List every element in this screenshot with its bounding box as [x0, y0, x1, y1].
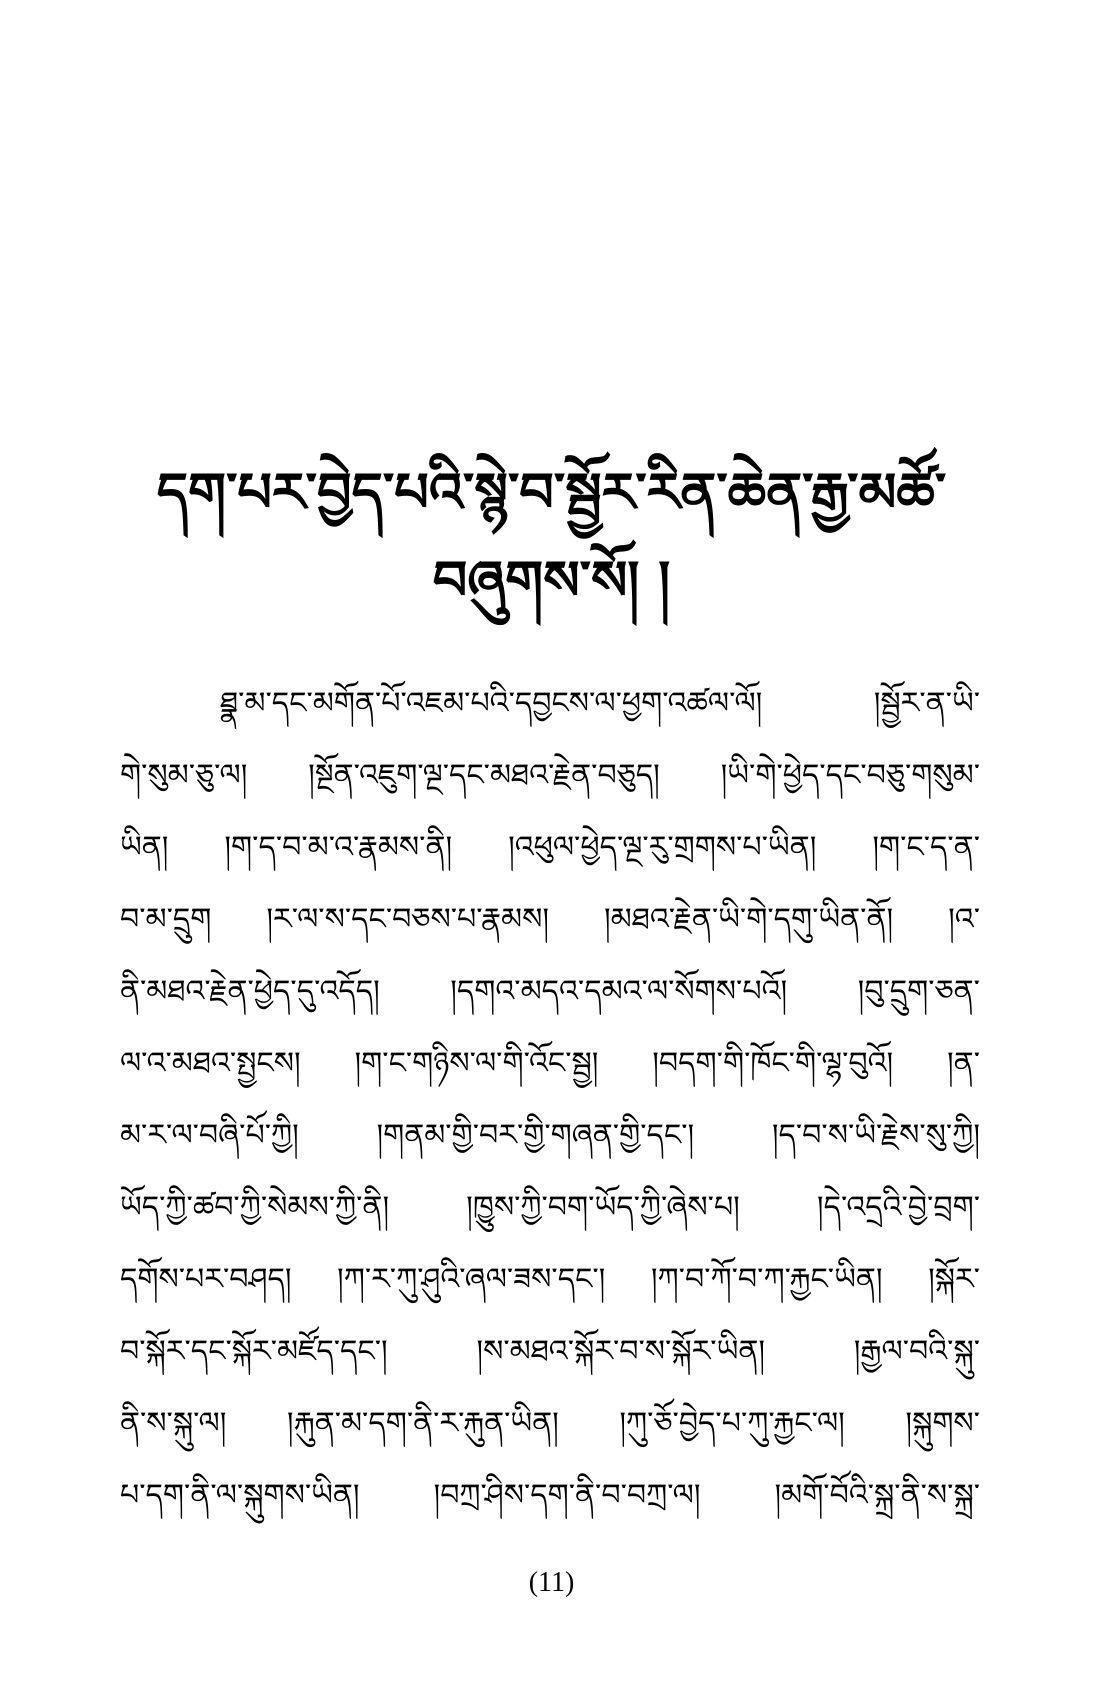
body-line: ལ་འ་མཐའ་སྤྱངས། །ག་ང་གཉིས་ལ་གི་འོང་སྦྱ། །བདག་གི་ཁོང་གི་ལྷ་བུའོ། །ན་: [120, 1046, 980, 1081]
page-number: (11): [528, 1567, 575, 1598]
page-title-line-2: བཞུགས་སོ། །: [432, 548, 671, 612]
body-line: གེ་སུམ་ཅུ་ལ། །སྔོན་འཇུག་ལྔ་དང་མཐའ་རྗེན་བཅུད། །ཡི་གེ་ཕྱེད་དང་བཅུ་གསུམ་: [120, 758, 980, 793]
body-line: ཐྣ་མ་དང་མགོན་པོ་འཇམ་པའི་དབྱངས་ལ་ཕྱག་འཚལ་ལོ། །སྦྱོར་ན་ཡི་: [220, 686, 980, 721]
body-line: ནི་མཐའ་རྗེན་ཕྱེད་དུ་འདོད། །དགའ་མདའ་དམའ་ལ་སོགས་པའོ། །བུ་དྲུག་ཅན་: [120, 974, 980, 1009]
body-line: ཡིན། །ག་ད་བ་མ་འ་རྣམས་ནི། །འཕུལ་ཕྱེད་ལྔ་རུ་གྲགས་པ་ཡིན། །ག་ང་ད་ན་: [120, 830, 980, 865]
body-line: དགོས་པར་བཤད། །ཀ་ར་ཀུ་ཤུའི་ཞལ་ཟས་དང་། །ཀ་བ་ཀོ་བ་ཀ་རྐྱང་ཡིན། །སྐོར་: [120, 1262, 980, 1297]
body-line: པ་དག་ནི་ལ་སྐུགས་ཡིན། །བཀྲ་ཤིས་དག་ནི་བ་བཀྲ་ལ། །མགོ་བོའི་སྐྲ་ནི་ས་སྐྲ་: [120, 1478, 980, 1513]
body-line: བ་མ་དྲུག །ར་ལ་ས་དང་བཅས་པ་རྣམས། །མཐའ་རྗེན་ཡི་གེ་དགུ་ཡིན་ནོ། །འ་: [120, 902, 980, 937]
page-title-line-1: དག་པར་བྱེད་པའི་སྙེ་བ་སྦྱོར་རིན་ཆེན་རྒྱ་མཚོ་: [156, 460, 947, 524]
body-line: ནི་ས་སྐུ་ལ། །རྐུན་མ་དག་ནི་ར་རྐུན་ཡིན། །ཀུ་ཅོ་བྱེད་པ་ཀུ་རྐྱང་ལ། །སྐུགས་: [120, 1406, 980, 1441]
body-line: ཡོད་ཀྱི་ཚབ་ཀྱི་སེམས་ཀྱི་ནི། །ཁྱུས་ཀྱི་བག་ཡོད་ཀྱི་ཞེས་པ། །དེ་འདྲའི་བྱེ་བྲག་: [120, 1190, 980, 1225]
body-line: བ་སྐོར་དང་སྐོར་མཛོད་དང་། །ས་མཐའ་སྐོར་བ་ས་སྐོར་ཡིན། །རྒྱལ་བའི་སྐུ་: [120, 1334, 980, 1369]
body-line: མ་ར་ལ་བཞི་པོ་ཀྱི། །གནམ་གྱི་བར་གྱི་གཞན་གྱི་དང་། །ད་བ་ས་ཡི་རྗེས་སུ་ཀྱི།: [120, 1118, 980, 1153]
body-text: [120, 668, 980, 1532]
